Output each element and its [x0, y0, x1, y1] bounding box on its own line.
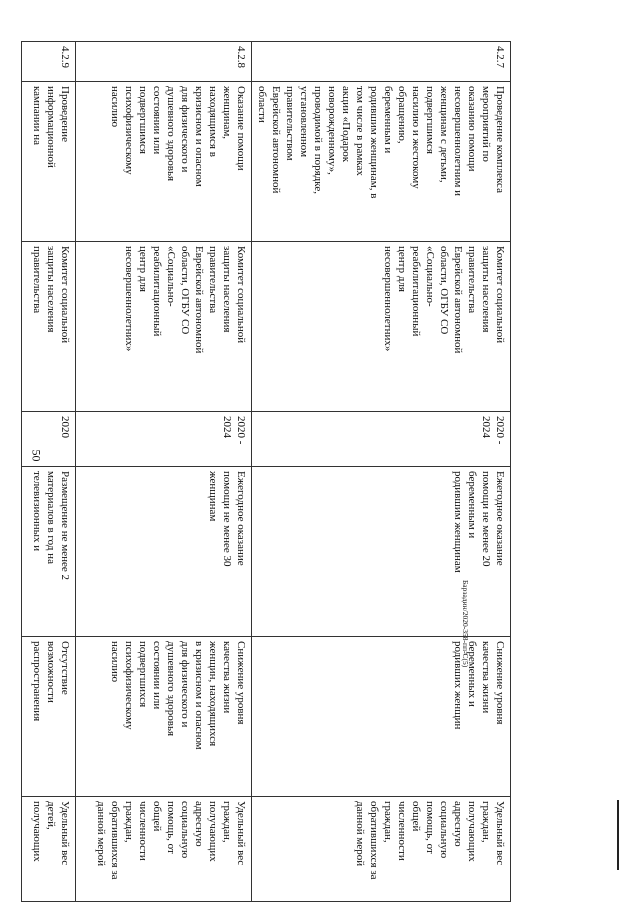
- executor-cell: Комитет социальной защиты населения правительства Еврейской автономной области, ОГБУ СО «Социально- реабилитационный центр для несовершеннолетних»: [252, 242, 511, 412]
- indicator-cell: Удельный вес граждан, получающих адресную социальную помощь, от общей численности граждан, обратившихся за данной мерой: [252, 797, 511, 902]
- row-number: 4.2.9: [22, 42, 76, 82]
- program-activities-table: [21, 41, 511, 902]
- years-cell: 2020 - 2024: [76, 412, 252, 467]
- activity-cell: Проведение комплекса мероприятий по оказанию помощи несовершеннолетним и женщинам с детьми, подвергшимся насилию и жестокому обращению, беременным и родившим женщинам, в том числе в рамках акции «Подарок новорожденному», проводимой в порядке, установленном правительством Еврейской автономной области: [252, 82, 511, 242]
- activity-cell: Оказание помощи женщинам, находящимся в кризисном и опасном для физического и душевного здоровья состоянии или подвергшимся психофизическому насилию: [76, 82, 252, 242]
- footer-code: Барзадин/2020-358-пп-С(5): [461, 580, 470, 668]
- indicator-cell: Удельный вес граждан, получающих адресную социальную помощь, от общей численности граждан, обратившихся за данной мерой: [76, 797, 252, 902]
- consequences-cell: Снижение уровня качества жизни женщин, находящихся в кризисном и опасном для физического и душевного здоровья состоянии или подвергшихся психофизическому насилию: [76, 637, 252, 797]
- years-cell: 2020 - 2024: [252, 412, 511, 467]
- result-cell: Размещение не менее 2 материалов в год на телевизионных и: [22, 467, 76, 637]
- table-row: [76, 42, 252, 902]
- page-number: 50: [29, 449, 44, 462]
- activity-cell: Проведение информационной кампании на: [22, 82, 76, 242]
- table-row: [22, 42, 76, 902]
- row-number: 4.2.7: [252, 42, 511, 82]
- result-cell: Ежегодное оказание помощи не менее 20 беременным и родившим женщинам: [252, 467, 511, 637]
- executor-cell: Комитет социальной защиты населения правительства: [22, 242, 76, 412]
- consequences-cell: Снижение уровня качества жизни беременных и родивших женщин: [252, 637, 511, 797]
- result-cell: Ежегодное оказание помощи не менее 30 женщинам: [76, 467, 252, 637]
- margin-mark: [617, 800, 619, 870]
- indicator-cell: Удельный вес детей, получающих: [22, 797, 76, 902]
- table-row: [252, 42, 511, 902]
- years-cell: 2020: [22, 412, 76, 467]
- executor-cell: Комитет социальной защиты населения правительства Еврейской автономной области, ОГБУ СО «Социально- реабилитационный центр для несовершеннолетних»: [76, 242, 252, 412]
- row-number: 4.2.8: [76, 42, 252, 82]
- consequences-cell: Отсутствие возможности распространения: [22, 637, 76, 797]
